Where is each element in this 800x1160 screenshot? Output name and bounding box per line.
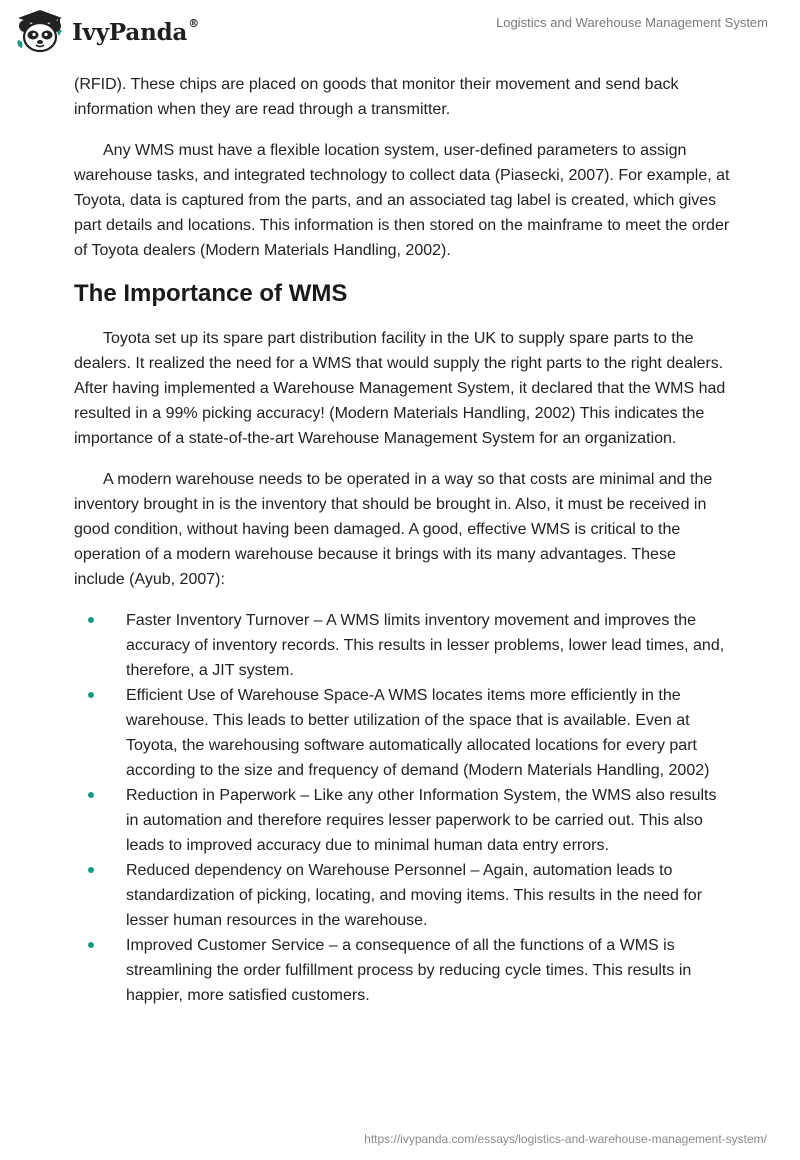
paragraph: Any WMS must have a flexible location system, user-defined parameters to assign warehouse tasks, and integrated technology to collect data (Piasecki, 2007). For example, at Toyota, data is captured from the parts, and an associated tag label is created, which gives part details and locations. This information is then stored on the mainframe to meet the order of Toyota dealers (Modern Materials Handling, 2002).	[74, 142, 730, 259]
bullet-icon	[88, 792, 94, 798]
paragraph: Toyota set up its spare part distribution facility in the UK to supply spare parts to the dealers. It realized the need for a WMS that would supply the right parts to the right dealers. After having implemented a Warehouse Management System, it declared that the WMS had resulted in a 99% picking accuracy! (Modern Materials Handling, 2002) This indicates the importance of a state-of-the-art Warehouse Management System for an organization.	[74, 330, 726, 447]
logo-text: IvyPanda®	[72, 16, 199, 46]
page-header	[0, 0, 800, 64]
source-url[interactable]: https://ivypanda.com/essays/logistics-and-warehouse-management-system/	[364, 1132, 767, 1146]
list-item	[74, 933, 730, 1008]
list-item	[74, 783, 730, 858]
ivypanda-logo[interactable]	[14, 8, 199, 54]
advantages-list	[74, 608, 730, 1008]
paragraph: A modern warehouse needs to be operated in a way so that costs are minimal and the inventory brought in is the inventory that should be brought in. Also, it must be received in good condition, without having been damaged. A good, effective WMS is critical to the operation of a modern warehouse because it brings with its many advantages. These include (Ayub, 2007):	[74, 471, 713, 588]
bullet-icon	[88, 692, 94, 698]
paragraph: (RFID). These chips are placed on goods that monitor their movement and send back information when they are read through a transmitter.	[74, 76, 679, 118]
bullet-icon	[88, 617, 94, 623]
list-item-text: Reduced dependency on Warehouse Personnel – Again, automation leads to standardization of picking, locating, and moving items. This results in the need for lesser human resources in the warehouse.	[126, 862, 703, 929]
list-item-text: Improved Customer Service – a consequence of all the functions of a WMS is streamlining the order fulfillment process by reducing cycle times. This results in happier, more satisfied customers.	[126, 937, 692, 1004]
section-heading: The Importance of WMS	[74, 280, 348, 307]
panda-logo-icon	[14, 8, 66, 54]
list-item-text: Faster Inventory Turnover – A WMS limits inventory movement and improves the accuracy of inventory records. This results in lesser problems, lower lead times, and, therefore, a JIT system.	[126, 612, 725, 679]
bullet-icon	[88, 942, 94, 948]
document-title: Logistics and Warehouse Management System	[496, 15, 768, 30]
bullet-icon	[88, 867, 94, 873]
list-item-text: Reduction in Paperwork – Like any other Information System, the WMS also results in automation and therefore requires lesser paperwork to be carried out. This also leads to improved accuracy due to minimal human data entry errors.	[126, 787, 717, 854]
list-item-text: Efficient Use of Warehouse Space-A WMS locates items more efficiently in the warehouse. This leads to better utilization of the space that is available. Even at Toyota, the warehousing software automatically allocated locations for every part according to the size and frequency of demand (Modern Materials Handling, 2002)	[126, 687, 710, 779]
list-item	[74, 608, 730, 683]
list-item	[74, 683, 730, 783]
essay-content	[74, 72, 730, 1008]
list-item	[74, 858, 730, 933]
